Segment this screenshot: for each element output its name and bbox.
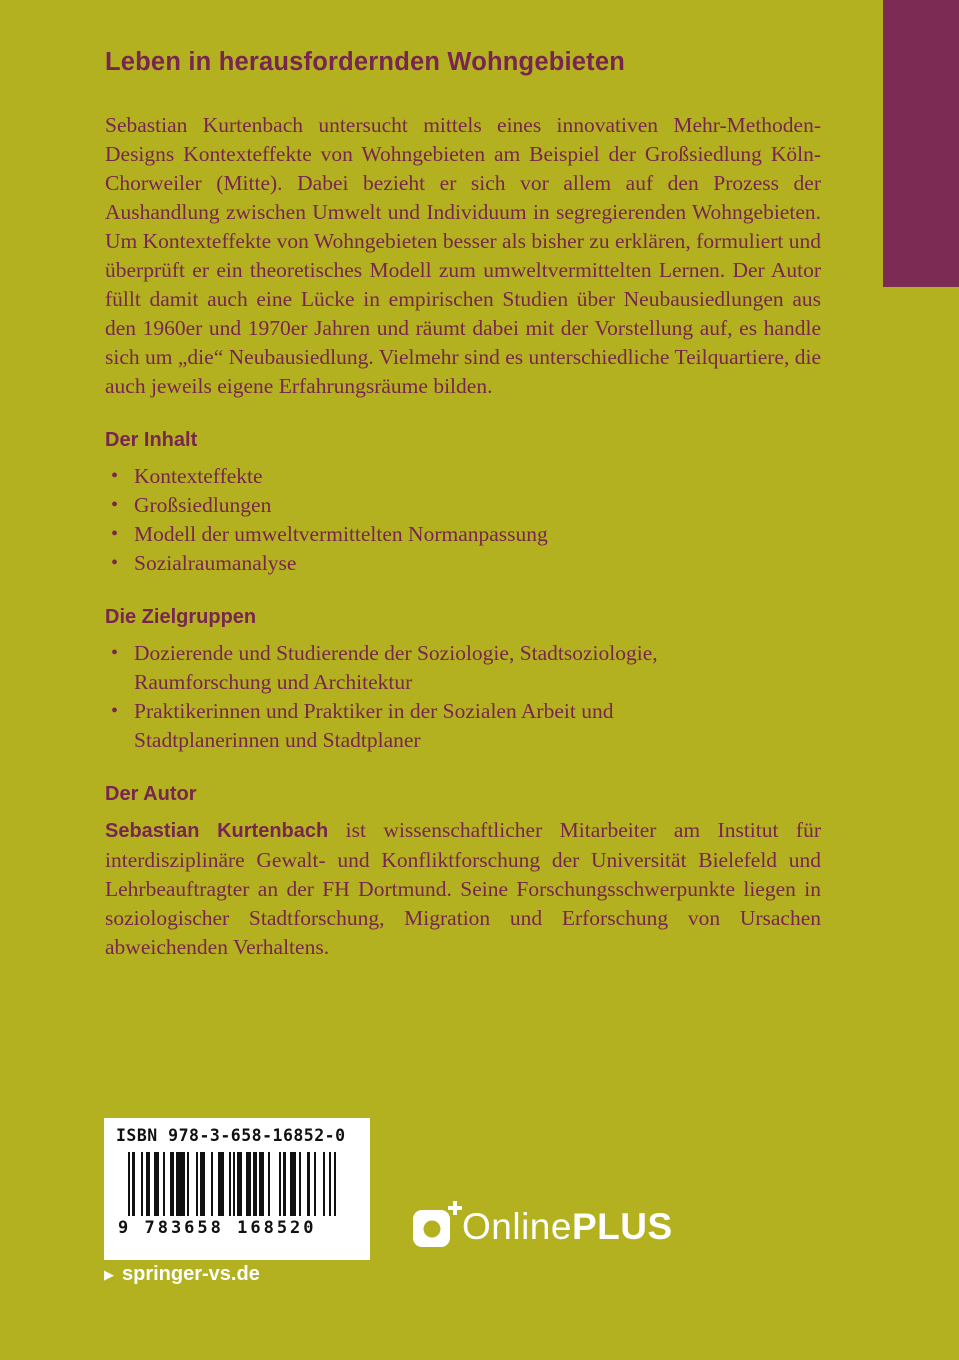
section-heading-autor: Der Autor <box>105 783 197 805</box>
arrow-icon: ▶ <box>104 1267 114 1282</box>
author-name: Sebastian Kurtenbach <box>105 820 329 842</box>
inhalt-list <box>105 462 821 578</box>
list-item: • Großsiedlungen <box>105 491 715 520</box>
list-item: • Sozialraumanalyse <box>105 549 715 578</box>
list-item: • Praktikerinnen und Praktiker in der Sozialen Arbeit und Stadtplanerinnen und Stadtplaner <box>105 697 715 755</box>
list-item: • Dozierende und Studierende der Soziologie, Stadtsoziologie, Raumforschung und Architektur <box>105 639 715 697</box>
website-text: springer-vs.de <box>122 1263 260 1285</box>
isbn-label: ISBN 978-3-658-16852-0 <box>116 1126 346 1145</box>
section-heading-inhalt: Der Inhalt <box>105 429 198 451</box>
barcode-digits: 9 783658 168520 <box>118 1218 317 1238</box>
publisher-website <box>104 1263 260 1286</box>
section-heading-zielgruppen: Die Zielgruppen <box>105 606 257 628</box>
logo-online-text: Online <box>462 1206 572 1247</box>
isbn-barcode-box <box>104 1118 370 1260</box>
onlineplus-logo <box>413 1206 673 1247</box>
barcode-icon <box>128 1152 358 1216</box>
onlineplus-wordmark <box>462 1208 673 1245</box>
cover-text-column <box>105 48 821 962</box>
author-text: ist wissenschaftlicher Mitarbeiter am Institut für interdisziplinäre Gewalt- und Konfliktforschung der Universität Bielefeld und Lehrbeauftragter an der FH Dortmund. Seine Forschungsschwerpunkte liegen in soziologischer Stadtforschung, Migration und Erforschung von Ursachen abweichenden Verhaltens. <box>105 818 821 959</box>
page-title: Leben in herausfordernden Wohngebieten <box>105 48 626 76</box>
onlineplus-icon <box>413 1210 450 1247</box>
list-item: • Kontexteffekte <box>105 462 715 491</box>
author-paragraph <box>105 816 821 962</box>
list-item: • Modell der umweltvermittelten Normanpassung <box>105 520 715 549</box>
zielgruppen-list <box>105 639 821 755</box>
accent-block <box>883 0 959 287</box>
logo-plus-text: PLUS <box>571 1206 673 1247</box>
intro-paragraph: Sebastian Kurtenbach untersucht mittels eines innovativen Mehr-Methoden-Designs Kontexteffekte von Wohngebieten am Beispiel der Großsiedlung Köln-Chorweiler (Mitte). Dabei bezieht er sich vor allem auf den Prozess der Aushandlung zwischen Umwelt und Individuum in segregierenden Wohngebieten. Um Kontexteffekte von Wohngebieten besser als bisher zu erklären, formuliert und überprüft er ein theoretisches Modell zum umweltvermittelten Lernen. Der Autor füllt damit auch eine Lücke in empirischen Studien über Neubausiedlungen aus den 1960er und 1970er Jahren und räumt dabei mit der Vorstellung auf, es handle sich um „die“ Neubausiedlung. Vielmehr sind es unterschiedliche Teilquartiere, die auch jeweils eigene Erfahrungsräume bilden. <box>105 113 821 398</box>
